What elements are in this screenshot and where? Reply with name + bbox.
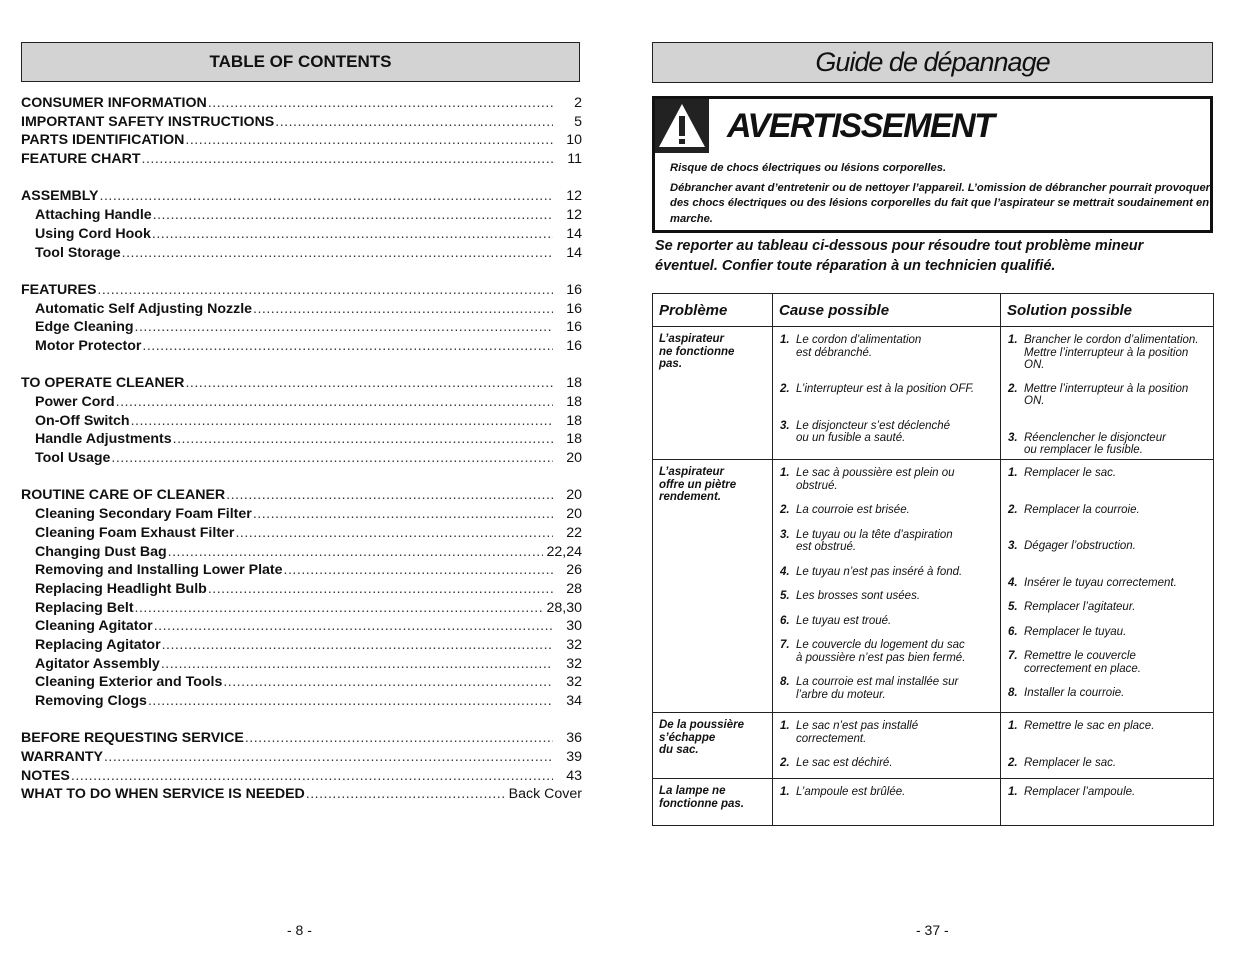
toc-leader-dots: [116, 393, 553, 412]
toc-leader-dots: [111, 449, 553, 468]
numbered-item: [780, 420, 996, 445]
item-text: Mettre l’interrupteur à la position ON.: [1024, 382, 1189, 407]
problem-cell: [653, 327, 773, 460]
toc-leader-dots: [226, 486, 553, 505]
toc-list: [21, 94, 582, 804]
toc-entry: [21, 150, 582, 169]
item-text: L’ampoule est brûlée.: [796, 786, 906, 798]
toc-entry: [21, 187, 582, 206]
toc-entry-label: WARRANTY: [21, 749, 103, 766]
item-number: 1.: [1008, 467, 1018, 479]
item-number: 5.: [780, 590, 790, 602]
toc-entry-page: 26: [566, 562, 582, 579]
item-number: 2.: [1008, 503, 1018, 516]
toc-entry-page: 18: [566, 431, 582, 448]
troubleshooting-table: [652, 293, 1214, 826]
item-text: Le tuyau n’est pas inséré à fond.: [796, 565, 963, 578]
item-text: L’interrupteur est à la position OFF.: [796, 383, 975, 395]
numbered-item: [780, 615, 996, 628]
numbered-item: [1008, 383, 1209, 408]
toc-entry-label: Using Cord Hook: [35, 225, 151, 242]
header-problem: Problème: [653, 294, 773, 327]
left-page-number: - 8 -: [287, 922, 312, 938]
toc-leader-dots: [100, 187, 553, 206]
toc-entry-label: Cleaning Exterior and Tools: [35, 674, 223, 691]
toc-entry-label: On-Off Switch: [35, 412, 130, 429]
toc-entry-label: Removing and Installing Lower Plate: [35, 562, 283, 579]
item-text: Brancher le cordon d’alimentation. Mettre l’interrupteur à la position ON.: [1024, 334, 1199, 371]
item-number: 8.: [780, 676, 790, 688]
item-number: 3.: [780, 419, 790, 432]
toc-entry: [21, 412, 582, 431]
item-number: 1.: [780, 334, 790, 346]
toc-entry-page: 5: [574, 113, 582, 130]
toc-entry-label: Cleaning Secondary Foam Filter: [35, 506, 252, 523]
item-text: Remplacer le sac.: [1024, 756, 1117, 769]
toc-entry: [21, 655, 582, 674]
problem-cell: [653, 779, 773, 826]
toc-entry: [21, 767, 582, 786]
numbered-item: [780, 590, 996, 603]
table-row: [653, 460, 1214, 713]
item-number: 3.: [780, 528, 790, 541]
item-number: 2.: [780, 504, 790, 516]
item-number: 7.: [1008, 650, 1018, 662]
numbered-item: [780, 676, 996, 701]
item-text: Remplacer l’ampoule.: [1024, 786, 1136, 798]
toc-leader-dots: [185, 131, 553, 150]
toc-leader-dots: [284, 561, 553, 580]
toc-entry-page: Back Cover: [508, 786, 582, 803]
toc-entry: [21, 599, 582, 618]
toc-entry-label: Motor Protector: [35, 337, 142, 354]
toc-entry-page: 20: [566, 450, 582, 467]
item-text: Le sac est déchiré.: [796, 757, 893, 769]
toc-entry: [21, 393, 582, 412]
toc-entry-label: Replacing Agitator: [35, 636, 161, 653]
item-text: Remettre le sac en place.: [1024, 720, 1155, 732]
cause-cell: [773, 327, 1001, 460]
item-text: Les brosses sont usées.: [796, 590, 921, 602]
table-row: [653, 713, 1214, 779]
solution-cell: [1001, 327, 1214, 460]
toc-entry-page: 20: [566, 487, 582, 504]
toc-entry-page: 14: [566, 225, 582, 242]
toc-entry-page: 2: [574, 95, 582, 111]
toc-entry-label: CONSUMER INFORMATION: [21, 95, 207, 111]
table-row: [653, 779, 1214, 826]
problem-text: La lampe ne fonctionne pas.: [659, 785, 744, 810]
toc-entry-label: PARTS IDENTIFICATION: [21, 132, 185, 149]
toc-leader-dots: [185, 374, 553, 393]
toc-entry-label: Handle Adjustments: [35, 431, 172, 448]
toc-entry: [21, 673, 582, 692]
toc-leader-dots: [154, 617, 553, 636]
toc-entry: [21, 244, 582, 263]
item-text: Le couvercle du logement du sac à poussière n’est pas bien fermé.: [796, 639, 966, 664]
item-number: 6.: [780, 614, 790, 627]
toc-leader-dots: [245, 729, 553, 748]
toc-entry-page: 32: [566, 636, 582, 653]
toc-leader-dots: [153, 206, 553, 225]
toc-entry-label: Power Cord: [35, 394, 115, 410]
numbered-item: [780, 720, 996, 745]
toc-entry-page: 30: [566, 618, 582, 635]
toc-entry-page: 34: [566, 693, 582, 709]
toc-entry: [21, 430, 582, 449]
cause-cell: [773, 713, 1001, 779]
toc-entry: [21, 580, 582, 599]
item-number: 3.: [1008, 431, 1018, 444]
toc-entry: [21, 337, 582, 356]
toc-entry-label: TO OPERATE CLEANER: [21, 375, 185, 392]
header-solution: Solution possible: [1001, 294, 1214, 327]
toc-entry: [21, 225, 582, 244]
numbered-item: [780, 334, 996, 359]
item-text: Remplacer la courroie.: [1024, 503, 1140, 516]
toc-entry-label: Removing Clogs: [35, 693, 147, 709]
toc-entry-label: Attaching Handle: [35, 207, 152, 224]
toc-entry-label: WHAT TO DO WHEN SERVICE IS NEEDED: [21, 786, 305, 803]
problem-cell: [653, 460, 773, 713]
toc-entry-page: 22,24: [546, 543, 582, 560]
guide-title: Guide de dépannage: [652, 42, 1213, 83]
toc-entry-label: Tool Usage: [35, 450, 111, 467]
toc-entry: [21, 729, 582, 748]
solution-cell: [1001, 713, 1214, 779]
item-number: 1.: [1008, 786, 1018, 798]
problem-text: L’aspirateur ne fonctionne pas.: [659, 333, 735, 370]
numbered-item: [1008, 540, 1209, 553]
right-page-number: - 37 -: [916, 922, 949, 938]
toc-entry-page: 12: [566, 188, 582, 205]
item-text: Remettre le couvercle correctement en place.: [1024, 650, 1141, 675]
header-cause: Cause possible: [773, 294, 1001, 327]
item-text: Dégager l’obstruction.: [1024, 540, 1136, 552]
toc-title: TABLE OF CONTENTS: [21, 42, 580, 82]
warning-line-2: Débrancher avant d’entretenir ou de nettoyer l’appareil. L’omission de débrancher pourrait provoquer des chocs électriques ou des lésions corporelles du fait que l’aspirateur se mettrait soudainement en marche.: [670, 181, 1211, 225]
table-row: [653, 327, 1214, 460]
toc-entry-label: BEFORE REQUESTING SERVICE: [21, 730, 244, 747]
item-number: 1.: [780, 720, 790, 732]
toc-leader-dots: [131, 412, 553, 431]
toc-entry-page: 14: [566, 244, 582, 261]
toc-entry-page: 12: [566, 207, 582, 224]
item-text: Insérer le tuyau correctement.: [1024, 576, 1177, 589]
item-number: 3.: [1008, 540, 1018, 552]
numbered-item: [780, 757, 996, 770]
toc-entry-page: 32: [566, 655, 582, 672]
problem-cell: [653, 713, 773, 779]
numbered-item: [1008, 720, 1209, 733]
warning-text: [670, 161, 1210, 231]
toc-entry: [21, 561, 582, 580]
toc-entry-label: FEATURE CHART: [21, 151, 141, 168]
intro-text: Se reporter au tableau ci-dessous pour résoudre tout problème mineur éventuel. Confier toute réparation à un technicien qualifié.: [655, 238, 1144, 274]
toc-entry-label: IMPORTANT SAFETY INSTRUCTIONS: [21, 113, 275, 130]
toc-entry-page: 10: [566, 132, 582, 149]
item-text: Le sac n’est pas installé correctement.: [796, 720, 919, 745]
toc-entry: [21, 785, 582, 804]
item-number: 6.: [1008, 625, 1018, 638]
problem-text: L’aspirateur offre un piètre rendement.: [659, 466, 737, 503]
toc-leader-dots: [173, 430, 553, 449]
toc-entry-page: 16: [566, 281, 582, 298]
warning-title: AVERTISSEMENT: [727, 107, 994, 145]
toc-leader-dots: [97, 281, 553, 300]
toc-entry: [21, 692, 582, 711]
toc-entry: [21, 318, 582, 337]
item-number: 1.: [780, 467, 790, 479]
numbered-item: [1008, 504, 1209, 517]
numbered-item: [1008, 577, 1209, 590]
item-text: Installer la courroie.: [1024, 687, 1125, 699]
toc-entry: [21, 617, 582, 636]
solution-cell: [1001, 460, 1214, 713]
toc-leader-dots: [142, 337, 553, 356]
toc-leader-dots: [71, 767, 553, 786]
toc-leader-dots: [162, 636, 553, 655]
toc-entry-page: 18: [566, 375, 582, 392]
item-text: Remplacer le sac.: [1024, 467, 1117, 479]
toc-entry-page: 32: [566, 674, 582, 691]
toc-entry-label: Agitator Assembly: [35, 655, 160, 672]
numbered-item: [1008, 687, 1209, 700]
numbered-item: [1008, 786, 1209, 799]
item-text: Réenclencher le disjoncteur ou remplacer le fusible.: [1024, 431, 1166, 456]
toc-entry: [21, 206, 582, 225]
toc-entry-label: Cleaning Foam Exhaust Filter: [35, 524, 235, 541]
toc-entry-label: Edge Cleaning: [35, 319, 134, 336]
item-text: La courroie est brisée.: [796, 504, 910, 516]
toc-entry: [21, 486, 582, 505]
item-text: Le disjoncteur s’est déclenché ou un fusible a sauté.: [796, 419, 951, 444]
toc-leader-dots: [148, 692, 553, 711]
item-text: La courroie est mal installée sur l’arbre du moteur.: [796, 676, 959, 701]
toc-leader-dots: [142, 150, 553, 169]
toc-leader-dots: [275, 113, 553, 132]
toc-entry: [21, 113, 582, 132]
numbered-item: [1008, 757, 1209, 770]
item-number: 1.: [1008, 720, 1018, 732]
numbered-item: [780, 786, 996, 799]
problem-text: De la poussière s’échappe du sac.: [659, 719, 745, 756]
numbered-item: [1008, 334, 1209, 372]
numbered-item: [1008, 626, 1209, 639]
toc-leader-dots: [161, 655, 553, 674]
item-number: 4.: [1008, 576, 1018, 589]
toc-entry-page: 16: [566, 300, 582, 317]
toc-entry-label: Replacing Belt: [35, 599, 134, 616]
toc-entry: [21, 374, 582, 393]
toc-entry: [21, 281, 582, 300]
item-number: 2.: [1008, 756, 1018, 769]
toc-entry-page: 28: [566, 580, 582, 597]
toc-entry-label: Cleaning Agitator: [35, 618, 153, 635]
toc-entry-label: Tool Storage: [35, 244, 121, 261]
toc-entry-page: 39: [566, 749, 582, 766]
cause-cell: [773, 460, 1001, 713]
item-text: Le sac à poussière est plein ou obstrué.: [796, 467, 955, 492]
numbered-item: [1008, 650, 1209, 675]
warning-box: [652, 96, 1213, 233]
toc-entry-page: 20: [566, 506, 582, 523]
item-number: 8.: [1008, 687, 1018, 699]
cause-cell: [773, 779, 1001, 826]
toc-entry-page: 28,30: [546, 599, 582, 616]
toc-entry: [21, 543, 582, 562]
toc-entry-page: 18: [566, 394, 582, 410]
toc-entry: [21, 524, 582, 543]
toc-entry-page: 43: [566, 767, 582, 784]
toc-entry-label: Replacing Headlight Bulb: [35, 580, 207, 597]
item-text: Le tuyau est troué.: [796, 614, 892, 627]
item-number: 7.: [780, 639, 790, 651]
toc-entry-page: 16: [566, 319, 582, 336]
numbered-item: [780, 566, 996, 579]
toc-leader-dots: [122, 244, 553, 263]
toc-leader-dots: [208, 580, 553, 599]
item-text: Le tuyau ou la tête d’aspiration est obstrué.: [796, 528, 953, 553]
toc-entry: [21, 748, 582, 767]
toc-entry: [21, 94, 582, 113]
toc-leader-dots: [208, 94, 553, 113]
toc-entry: [21, 131, 582, 150]
item-number: 2.: [1008, 382, 1018, 395]
toc-entry-label: Automatic Self Adjusting Nozzle: [35, 300, 253, 317]
item-text: Remplacer le tuyau.: [1024, 625, 1127, 638]
toc-leader-dots: [223, 673, 553, 692]
item-number: 1.: [780, 786, 790, 798]
toc-entry-label: Changing Dust Bag: [35, 543, 167, 560]
toc-entry: [21, 505, 582, 524]
item-text: Le cordon d’alimentation est débranché.: [796, 334, 922, 359]
toc-entry-label: NOTES: [21, 767, 70, 784]
toc-leader-dots: [135, 318, 553, 337]
toc-leader-dots: [168, 543, 544, 562]
toc-entry: [21, 449, 582, 468]
numbered-item: [780, 467, 996, 492]
toc-entry-label: FEATURES: [21, 281, 97, 298]
item-number: 2.: [780, 383, 790, 395]
numbered-item: [780, 529, 996, 554]
numbered-item: [1008, 432, 1209, 457]
toc-leader-dots: [104, 748, 553, 767]
toc-leader-dots: [253, 505, 553, 524]
numbered-item: [780, 504, 996, 517]
item-number: 2.: [780, 757, 790, 769]
warning-line-1: Risque de chocs électriques ou lésions corporelles.: [670, 162, 947, 174]
toc-leader-dots: [253, 300, 553, 319]
toc-entry-page: 22: [566, 524, 582, 541]
toc-entry-page: 11: [567, 151, 582, 168]
item-number: 1.: [1008, 334, 1018, 346]
toc-leader-dots: [235, 524, 553, 543]
toc-leader-dots: [152, 225, 553, 244]
toc-leader-dots: [306, 785, 506, 804]
toc-entry-label: ASSEMBLY: [21, 188, 99, 205]
toc-entry: [21, 300, 582, 319]
toc-entry-page: 36: [566, 730, 582, 747]
solution-cell: [1001, 779, 1214, 826]
toc-entry: [21, 636, 582, 655]
toc-entry-page: 16: [566, 337, 582, 354]
item-text: Remplacer l’agitateur.: [1024, 601, 1136, 613]
item-number: 4.: [780, 565, 790, 578]
toc-leader-dots: [135, 599, 544, 618]
numbered-item: [780, 383, 996, 396]
toc-entry-page: 18: [566, 412, 582, 429]
warning-triangle-icon: [655, 99, 709, 153]
numbered-item: [780, 639, 996, 664]
numbered-item: [1008, 601, 1209, 614]
numbered-item: [1008, 467, 1209, 480]
toc-entry-label: ROUTINE CARE OF CLEANER: [21, 487, 226, 504]
item-number: 5.: [1008, 601, 1018, 613]
